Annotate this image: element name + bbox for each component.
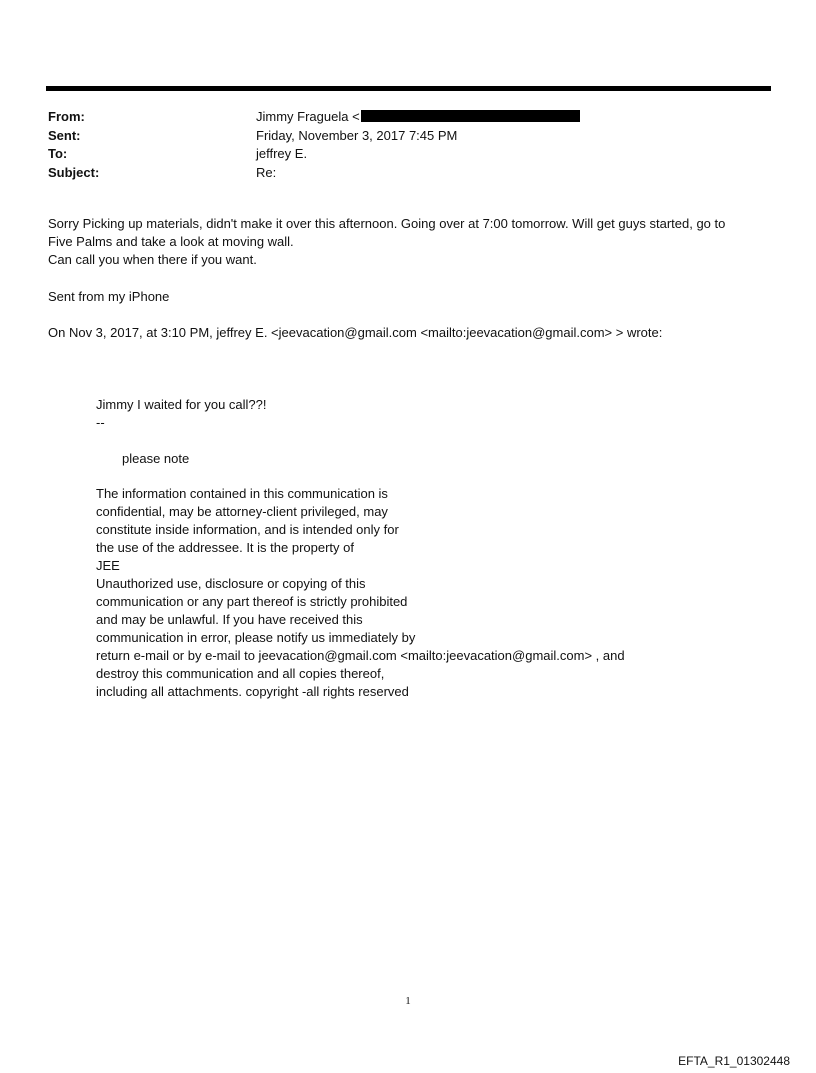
sent-value: Friday, November 3, 2017 7:45 PM	[256, 127, 458, 143]
body-line: Can call you when there if you want.	[48, 252, 257, 267]
disclaimer-line: confidential, may be attorney-client privileged, may	[96, 504, 388, 519]
disclaimer-line: JEE	[96, 558, 120, 573]
disclaimer-line: and may be unlawful. If you have received this	[96, 612, 363, 627]
to-label: To:	[48, 146, 68, 161]
please-note: please note	[122, 451, 190, 466]
from-label: From:	[48, 109, 85, 124]
disclaimer-line: Unauthorized use, disclosure or copying of this	[96, 576, 366, 591]
disclaimer-line: constitute inside information, and is intended only for	[96, 522, 399, 537]
disclaimer-line: communication in error, please notify us immediately by	[96, 630, 416, 645]
page-number: 1	[405, 995, 411, 1007]
message-body	[48, 215, 725, 269]
disclaimer-line: communication or any part thereof is strictly prohibited	[96, 594, 408, 609]
body-line: Five Palms and take a look at moving wall.	[48, 234, 294, 249]
from-row	[48, 108, 580, 127]
reply-attribution: On Nov 3, 2017, at 3:10 PM, jeffrey E. <jeevacation@gmail.com <mailto:jeevacation@gmail.com> > wrote:	[48, 325, 663, 340]
confidentiality-disclaimer	[96, 485, 625, 701]
disclaimer-line: destroy this communication and all copies thereof,	[96, 666, 385, 681]
to-row	[48, 145, 580, 164]
email-header	[48, 108, 580, 182]
disclaimer-line: including all attachments. copyright -all rights reserved	[96, 684, 409, 699]
to-value: jeffrey E.	[256, 146, 308, 161]
quoted-message: Jimmy I waited for you call??!	[96, 397, 267, 412]
signature-separator: --	[96, 415, 105, 430]
subject-row	[48, 164, 580, 183]
from-name: Jimmy Fraguela <	[256, 109, 360, 124]
subject-label: Subject:	[48, 164, 100, 180]
document-id: EFTA_R1_01302448	[678, 1054, 790, 1068]
header-rule	[46, 86, 771, 91]
sent-from-signature: Sent from my iPhone	[48, 289, 170, 304]
disclaimer-line: The information contained in this communication is	[96, 486, 388, 501]
sent-label: Sent:	[48, 127, 81, 143]
disclaimer-line: the use of the addressee. It is the property of	[96, 540, 354, 555]
redaction-bar	[361, 110, 580, 122]
from-value	[256, 108, 580, 127]
body-line: Sorry Picking up materials, didn't make it over this afternoon. Going over at 7:00 tomorrow. Will get guys started, go to	[48, 216, 726, 231]
subject-value: Re:	[256, 164, 277, 180]
sent-row	[48, 127, 580, 146]
disclaimer-line: return e-mail or by e-mail to jeevacation@gmail.com <mailto:jeevacation@gmail.com> , and	[96, 648, 625, 663]
